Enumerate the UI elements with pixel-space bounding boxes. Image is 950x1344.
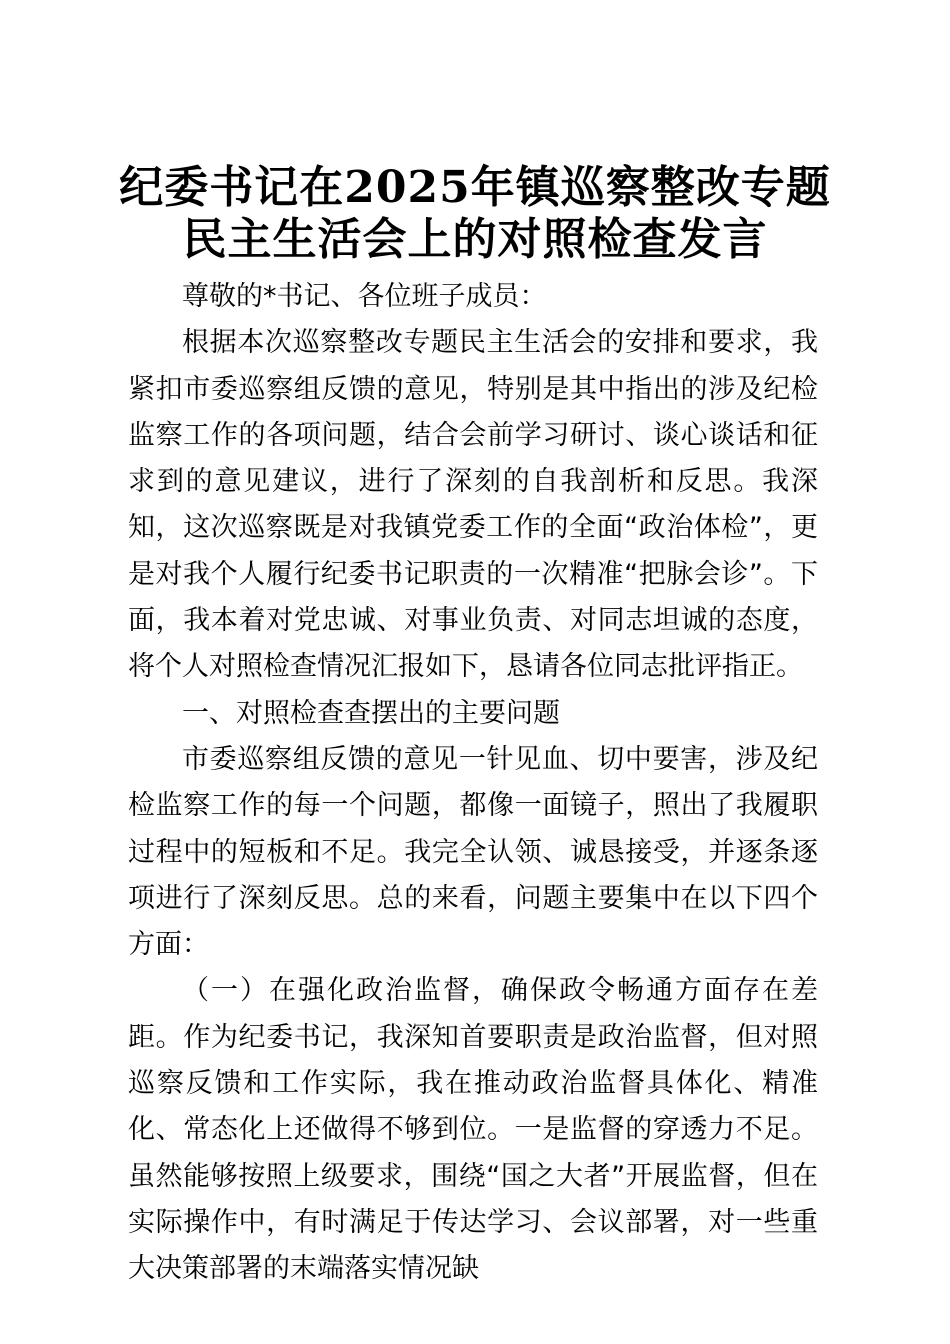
paragraph-overview: 市委巡察组反馈的意见一针见血、切中要害，涉及纪检监察工作的每一个问题，都像一面镜子，照出了我履职过程中的短板和不足。我完全认领、诚恳接受，并逐条逐项进行了深刻反思。总的来看，问题主要集中在以下四个方面： [128, 743, 818, 961]
document-body [128, 274, 818, 1293]
paragraph-point-1: （一）在强化政治监督，确保政令畅通方面存在差距。作为纪委书记，我深知首要职责是政治监督，但对照巡察反馈和工作实际，我在推动政治监督具体化、精准化、常态化上还做得不够到位。一是监督的穿透力不足。虽然能够按照上级要求，围绕“国之大者”开展监督，但在实际操作中，有时满足于传达学习、会议部署，对一些重大决策部署的末端落实情况缺 [128, 975, 818, 1285]
paragraph-intro: 根据本次巡察整改专题民主生活会的安排和要求，我紧扣市委巡察组反馈的意见，特别是其中指出的涉及纪检监察工作的各项问题，结合会前学习研讨、谈心谈话和征求到的意见建议，进行了深刻的自我剖析和反思。我深知，这次巡察既是对我镇党委工作的全面“政治体检”，更是对我个人履行纪委书记职责的一次精准“把脉会诊”。下面，我本着对党忠诚、对事业负责、对同志坦诚的态度，将个人对照检查情况汇报如下，恳请各位同志批评指正。 [128, 327, 818, 683]
section-heading: 一、对照检查查摆出的主要问题 [182, 697, 560, 729]
document-title: 纪委书记在2025年镇巡察整改专题民主生活会上的对照检查发言 [119, 162, 831, 265]
greeting: 尊敬的*书记、各位班子成员： [182, 281, 547, 312]
